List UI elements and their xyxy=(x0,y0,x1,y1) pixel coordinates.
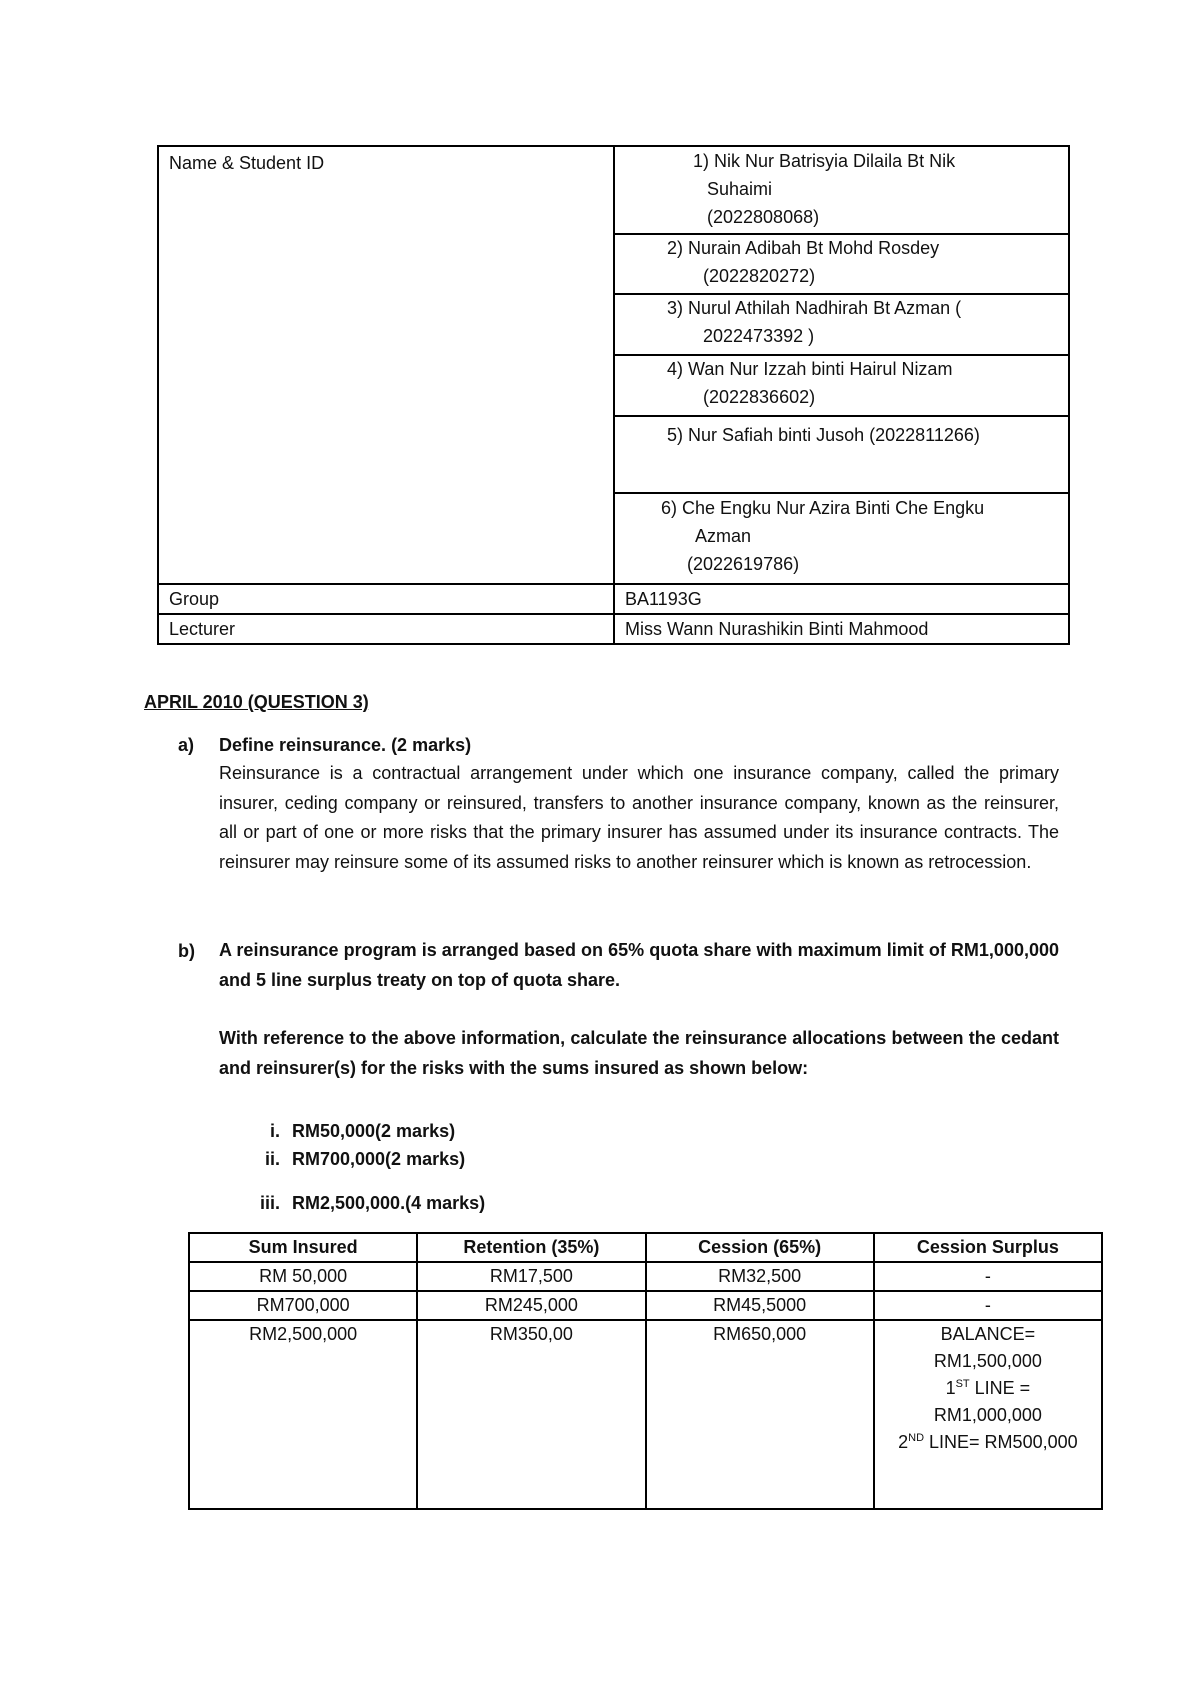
table-header-row xyxy=(189,1233,1102,1262)
table-cell: RM32,500 xyxy=(646,1262,874,1291)
item-i-number: i. xyxy=(269,1121,280,1141)
reinsurance-allocation-table xyxy=(188,1232,1103,1510)
table-cell: RM 50,000 xyxy=(189,1262,417,1291)
first-line-label: 1ST LINE = xyxy=(945,1378,1031,1398)
second-line: 2ND LINE= RM500,000 xyxy=(898,1432,1078,1452)
table-cell: RM650,000 xyxy=(646,1320,874,1509)
question-b-instruction: With reference to the above information, calculate the reinsurance allocations between the cedant and reinsurer(s) for the risks with the sums insured as shown below: xyxy=(219,1028,1059,1078)
table-cell: RM45,5000 xyxy=(646,1291,874,1320)
member-3: 3) Nurul Athilah Nadhirah Bt Azman ( 2022473392 ) xyxy=(667,298,962,346)
member-4: 4) Wan Nur Izzah binti Hairul Nizam (2022836602) xyxy=(667,359,953,407)
lecturer-value: Miss Wann Nurashikin Binti Mahmood xyxy=(625,619,929,639)
name-student-id-label: Name & Student ID xyxy=(169,153,325,173)
table-cell: RM245,000 xyxy=(417,1291,645,1320)
info-left-column xyxy=(159,147,615,643)
balance-label: BALANCE= xyxy=(940,1324,1036,1344)
table-row xyxy=(189,1262,1102,1291)
table-cell: RM17,500 xyxy=(417,1262,645,1291)
student-info-table xyxy=(157,145,1070,645)
lecturer-label: Lecturer xyxy=(169,619,236,639)
table-cell: RM2,500,000 xyxy=(189,1320,417,1509)
question-a-answer: Reinsurance is a contractual arrangement under which one insurance company, called the primary insurer, ceding company or reinsured, transfers to another insurance company, known as the reinsurer, all or part of one or more risks that the primary insurer has assumed under its insurance contracts. The reinsurer may reinsure some of its assumed risks to another reinsurer which is known as retrocession. xyxy=(219,763,1059,872)
group-label: Group xyxy=(169,589,220,609)
table-row xyxy=(189,1320,1102,1509)
table-cell: - xyxy=(874,1291,1102,1320)
table-row xyxy=(189,1291,1102,1320)
question-b-marker: b) xyxy=(178,941,195,961)
section-heading: APRIL 2010 (QUESTION 3) xyxy=(144,692,369,712)
balance-value: RM1,500,000 xyxy=(933,1351,1042,1371)
item-i-text: RM50,000(2 marks) xyxy=(292,1121,456,1141)
member-2: 2) Nurain Adibah Bt Mohd Rosdey (2022820272) xyxy=(667,238,940,286)
table-cell: RM700,000 xyxy=(189,1291,417,1320)
member-1: 1) Nik Nur Batrisyia Dilaila Bt Nik Suhaimi (2022808068) xyxy=(693,151,956,227)
surplus-detail-cell xyxy=(874,1320,1102,1509)
item-iii-number: iii. xyxy=(259,1193,280,1213)
header-cession-surplus: Cession Surplus xyxy=(874,1233,1102,1262)
item-iii-text: RM2,500,000.(4 marks) xyxy=(292,1193,486,1213)
header-retention: Retention (35%) xyxy=(417,1233,645,1262)
member-6: 6) Che Engku Nur Azira Binti Che Engku Azman (2022619786) xyxy=(661,498,985,574)
item-ii-number: ii. xyxy=(264,1149,280,1169)
member-5: 5) Nur Safiah binti Jusoh (2022811266) xyxy=(667,425,980,445)
question-a-marker: a) xyxy=(178,735,195,755)
header-sum-insured: Sum Insured xyxy=(189,1233,417,1262)
question-a-title: Define reinsurance. (2 marks) xyxy=(219,735,472,755)
question-b-text: A reinsurance program is arranged based on 65% quota share with maximum limit of RM1,000,000 and 5 line surplus treaty on top of quota share. xyxy=(219,940,1059,990)
item-ii-text: RM700,000(2 marks) xyxy=(292,1149,466,1169)
header-cession: Cession (65%) xyxy=(646,1233,874,1262)
first-line-value: RM1,000,000 xyxy=(933,1405,1042,1425)
group-value: BA1193G xyxy=(625,589,702,609)
info-right-column xyxy=(615,147,1068,643)
table-cell: - xyxy=(874,1262,1102,1291)
table-cell: RM350,00 xyxy=(417,1320,645,1509)
